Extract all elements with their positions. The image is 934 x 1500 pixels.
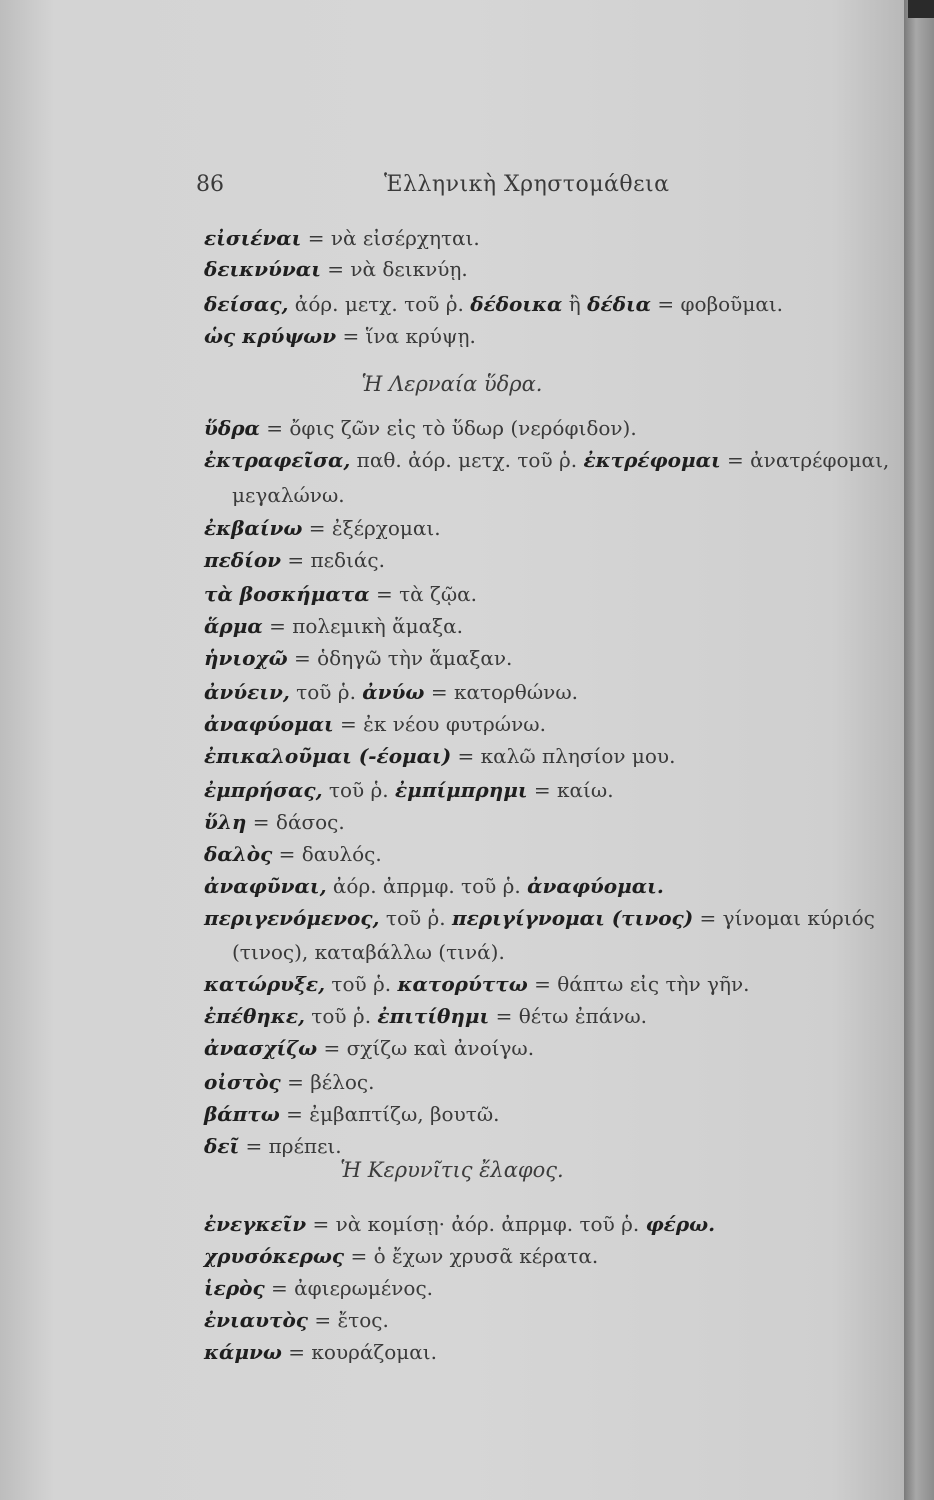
headword: δεικνύναι <box>204 257 321 281</box>
definition: = καλῶ πλησίον μου. <box>451 744 676 768</box>
headword: ἀναφῦναι, <box>204 874 327 898</box>
glossary-entry <box>204 292 783 316</box>
definition: = ἵνα κρύψῃ. <box>336 324 476 348</box>
headword: δέδια <box>587 292 652 316</box>
definition: = φοβοῦμαι. <box>651 292 784 316</box>
page-header <box>0 172 904 206</box>
definition: = πεδιάς. <box>281 548 385 572</box>
glossary-entry <box>204 1036 534 1060</box>
page-number: 86 <box>196 172 224 197</box>
glossary-entry <box>204 226 480 250</box>
glossary-entry <box>204 906 875 930</box>
definition: (τινος), καταβάλλω (τινά). <box>232 940 505 964</box>
headword: φέρω. <box>645 1212 716 1236</box>
definition: = ἀφιερωμένος. <box>264 1276 434 1300</box>
section-heading: Ἡ Κερυνῖτις ἔλαφος. <box>340 1158 564 1182</box>
glossary-entry <box>204 680 578 704</box>
definition: = κατορθώνω. <box>424 680 578 704</box>
headword: κάμνω <box>204 1340 282 1364</box>
definition: = βέλος. <box>280 1070 375 1094</box>
headword: ἐνεγκεῖν <box>204 1212 307 1236</box>
headword: δαλὸς <box>204 842 273 866</box>
definition: = νὰ εἰσέρχηται. <box>301 226 480 250</box>
headword: ὕλη <box>204 810 247 834</box>
running-title: Ἑλληνικὴ Χρηστομάθεια <box>384 172 670 197</box>
definition: = ἐμβαπτίζω, βουτῶ. <box>279 1102 500 1126</box>
headword: βάπτω <box>204 1102 280 1126</box>
headword: ἐκτρέφομαι <box>583 448 721 472</box>
headword: περιγίγνομαι (τινος) <box>451 906 694 930</box>
glossary-entry <box>204 712 546 736</box>
glossary-entry <box>204 324 476 348</box>
definition: = πολεμικὴ ἅμαξα. <box>262 614 463 638</box>
headword: δείσας, <box>204 292 289 316</box>
definition: τοῦ ῥ. <box>379 906 452 930</box>
spine-dark-corner <box>908 0 934 18</box>
headword: ἀνασχίζω <box>204 1036 318 1060</box>
definition: ἢ <box>562 292 588 316</box>
headword: ἱερὸς <box>204 1276 265 1300</box>
glossary-entry <box>204 1244 598 1268</box>
glossary-entry <box>204 1102 500 1126</box>
glossary-entry <box>204 646 512 670</box>
definition: παθ. ἀόρ. μετχ. τοῦ ῥ. <box>350 448 584 472</box>
headword: ἡνιοχῶ <box>204 646 288 670</box>
definition: τοῦ ῥ. <box>325 972 398 996</box>
definition: τοῦ ῥ. <box>322 778 396 802</box>
headword: ἐπικαλοῦμαι (-έομαι) <box>204 744 452 768</box>
headword: χρυσόκερως <box>204 1244 345 1268</box>
headword: ὡς κρύψων <box>204 324 337 348</box>
definition: = τὰ ζῷα. <box>369 582 478 606</box>
headword: ἐπιτίθημι <box>377 1004 490 1028</box>
definition: = γίνομαι κύριός <box>693 906 875 930</box>
glossary-entry <box>204 810 345 834</box>
definition: = ὁδηγῶ τὴν ἅμαξαν. <box>287 646 513 670</box>
glossary-entry <box>204 416 637 440</box>
headword: ἐνιαυτὸς <box>204 1308 308 1332</box>
definition: = νὰ δεικνύῃ. <box>320 257 468 281</box>
headword: ἐκβαίνω <box>204 516 303 540</box>
headword: πεδίον <box>204 548 282 572</box>
headword: δεῖ <box>204 1134 240 1158</box>
definition: = ὁ ἔχων χρυσᾶ κέρατα. <box>344 1244 599 1268</box>
headword: ἀνύω <box>362 680 425 704</box>
headword: ἅρμα <box>204 614 263 638</box>
headword: εἰσιέναι <box>204 226 302 250</box>
glossary-entry <box>204 1134 342 1158</box>
glossary-entry <box>204 1276 433 1300</box>
glossary-entry <box>204 744 675 768</box>
definition: = ὄφις ζῶν εἰς τὸ ὕδωρ (νερόφιδον). <box>259 416 637 440</box>
definition: = καίω. <box>527 778 614 802</box>
definition: = δαυλός. <box>272 842 382 866</box>
definition: = ἐκ νέου φυτρώνω. <box>333 712 546 736</box>
definition: τοῦ ῥ. <box>304 1004 378 1028</box>
headword: ὕδρα <box>204 416 260 440</box>
headword: δέδοικα <box>470 292 563 316</box>
glossary-entry <box>204 1212 715 1236</box>
definition: τοῦ ῥ. <box>289 680 363 704</box>
definition: ἀόρ. μετχ. τοῦ ῥ. <box>288 292 471 316</box>
definition: = σχίζω καὶ ἀνοίγω. <box>317 1036 535 1060</box>
headword: ἐκτραφεῖσα, <box>204 448 351 472</box>
definition: = ἀνατρέφομαι, <box>720 448 890 472</box>
glossary-entry <box>204 448 889 472</box>
definition: μεγαλώνω. <box>232 483 345 507</box>
headword: ἀναφύομαι <box>204 712 334 736</box>
glossary-entry <box>204 1004 647 1028</box>
glossary-entry <box>204 842 382 866</box>
headword: ἀνύειν, <box>204 680 290 704</box>
definition: = πρέπει. <box>239 1134 342 1158</box>
glossary-entry <box>204 257 468 281</box>
definition: = δάσος. <box>246 810 345 834</box>
headword: οἰστὸς <box>204 1070 281 1094</box>
definition: = θέτω ἐπάνω. <box>489 1004 648 1028</box>
book-spine <box>904 0 934 1500</box>
glossary-entry <box>204 972 749 996</box>
definition: = νὰ κομίσῃ· ἀόρ. ἀπρμφ. τοῦ ῥ. <box>306 1212 646 1236</box>
glossary-entry <box>204 1070 374 1094</box>
glossary-entry <box>204 516 441 540</box>
headword: ἀναφύομαι. <box>527 874 664 898</box>
glossary-entry <box>204 1308 389 1332</box>
glossary-entry <box>232 483 345 507</box>
headword: ἐμπρήσας, <box>204 778 323 802</box>
headword: κατορύττω <box>397 972 528 996</box>
definition: ἀόρ. ἀπρμφ. τοῦ ῥ. <box>326 874 528 898</box>
glossary-entry <box>204 874 664 898</box>
headword: κατώρυξε, <box>204 972 326 996</box>
definition: = ἐξέρχομαι. <box>302 516 441 540</box>
section-heading: Ἡ Λερναία ὕδρα. <box>361 372 543 396</box>
glossary-entry <box>204 582 477 606</box>
glossary-entry <box>204 1340 437 1364</box>
definition: = θάπτω εἰς τὴν γῆν. <box>527 972 750 996</box>
glossary-entry <box>204 778 614 802</box>
glossary-entry <box>204 548 385 572</box>
glossary-entry <box>204 614 463 638</box>
definition: = κουράζομαι. <box>281 1340 437 1364</box>
headword: ἐπέθηκε, <box>204 1004 305 1028</box>
definition: = ἔτος. <box>307 1308 389 1332</box>
headword: τὰ βοσκήματα <box>204 582 370 606</box>
glossary-entry <box>232 940 505 964</box>
headword: ἐμπίμπρημι <box>395 778 528 802</box>
headword: περιγενόμενος, <box>204 906 380 930</box>
